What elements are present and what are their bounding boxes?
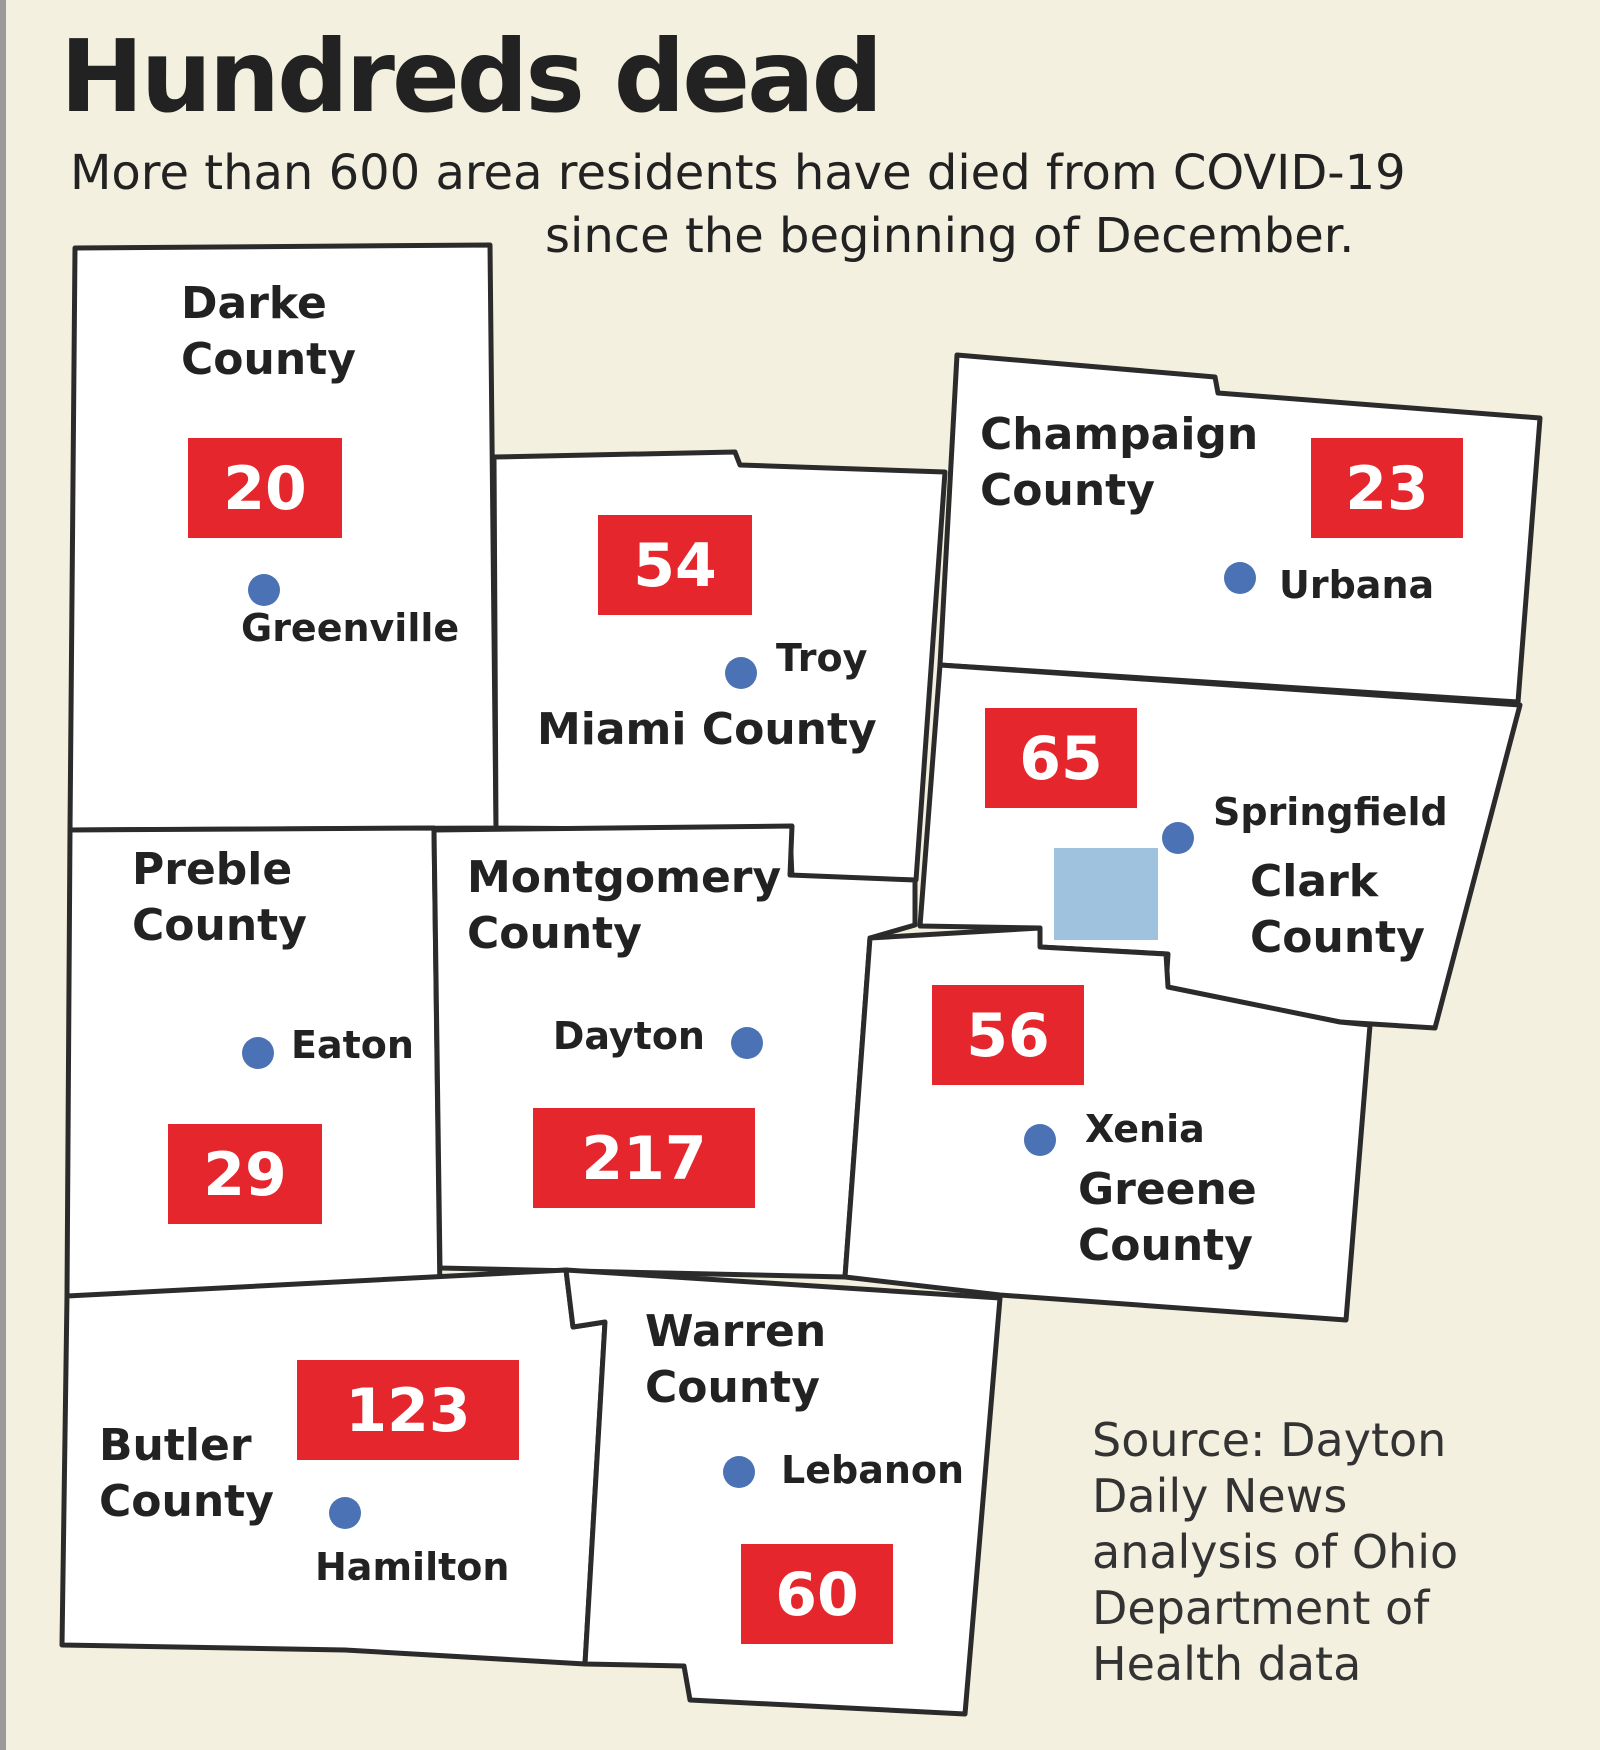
source-line: Source: Dayton <box>1092 1413 1447 1467</box>
city-label-preble: Eaton <box>291 1023 414 1067</box>
death-count-darke: 20 <box>223 454 307 524</box>
source-line: Daily News <box>1092 1469 1348 1523</box>
county-label-champaign: County <box>980 465 1155 516</box>
source-line: analysis of Ohio <box>1092 1525 1459 1579</box>
city-dot-montgomery <box>731 1027 763 1059</box>
subtitle-line-1: More than 600 area residents have died from COVID-19 <box>70 145 1406 201</box>
county-label-warren: County <box>645 1362 820 1413</box>
city-label-warren: Lebanon <box>781 1448 965 1492</box>
city-dot-darke <box>248 574 280 606</box>
county-label-warren: Warren <box>645 1306 827 1357</box>
county-label-darke: Darke <box>181 278 327 329</box>
county-label-montgomery: Montgomery <box>467 852 782 903</box>
city-label-champaign: Urbana <box>1279 563 1435 607</box>
city-label-montgomery: Dayton <box>552 1014 705 1058</box>
city-label-darke: Greenville <box>241 606 460 650</box>
city-label-miami: Troy <box>776 636 868 680</box>
county-label-butler: County <box>99 1476 274 1527</box>
source-note <box>1092 1412 1458 1692</box>
subtitle-line-2: since the beginning of December. <box>545 208 1355 264</box>
source-line: Department of <box>1092 1581 1430 1635</box>
death-count-warren: 60 <box>775 1560 859 1630</box>
page-title: Hundreds dead <box>60 18 881 135</box>
source-line: Health data <box>1092 1637 1362 1691</box>
death-count-butler: 123 <box>345 1376 471 1446</box>
county-label-clark: Clark <box>1250 856 1379 907</box>
county-label-preble: County <box>132 900 307 951</box>
county-label-champaign: Champaign <box>980 409 1259 460</box>
county-label-clark: County <box>1250 912 1425 963</box>
city-label-butler: Hamilton <box>315 1545 510 1589</box>
city-dot-miami <box>725 657 757 689</box>
city-dot-warren <box>723 1456 755 1488</box>
city-label-greene: Xenia <box>1085 1107 1205 1151</box>
county-label-preble: Preble <box>132 844 293 895</box>
city-dot-greene <box>1024 1124 1056 1156</box>
death-count-montgomery: 217 <box>581 1124 707 1194</box>
county-label-greene: County <box>1078 1220 1253 1271</box>
death-count-preble: 29 <box>203 1140 287 1210</box>
city-label-clark: Springfield <box>1213 790 1448 834</box>
city-dot-champaign <box>1224 562 1256 594</box>
death-count-clark: 65 <box>1019 724 1103 794</box>
springfield-highlight-square <box>1054 848 1158 940</box>
death-count-miami: 54 <box>633 531 717 601</box>
death-count-greene: 56 <box>966 1001 1050 1071</box>
county-label-butler: Butler <box>99 1420 252 1471</box>
city-dot-preble <box>242 1037 274 1069</box>
county-label-darke: County <box>181 334 356 385</box>
county-label-greene: Greene <box>1078 1164 1257 1215</box>
death-count-champaign: 23 <box>1345 454 1429 524</box>
county-label-montgomery: County <box>467 908 642 959</box>
city-dot-butler <box>329 1497 361 1529</box>
city-dot-clark <box>1162 822 1194 854</box>
county-label-miami: Miami County <box>537 704 877 755</box>
